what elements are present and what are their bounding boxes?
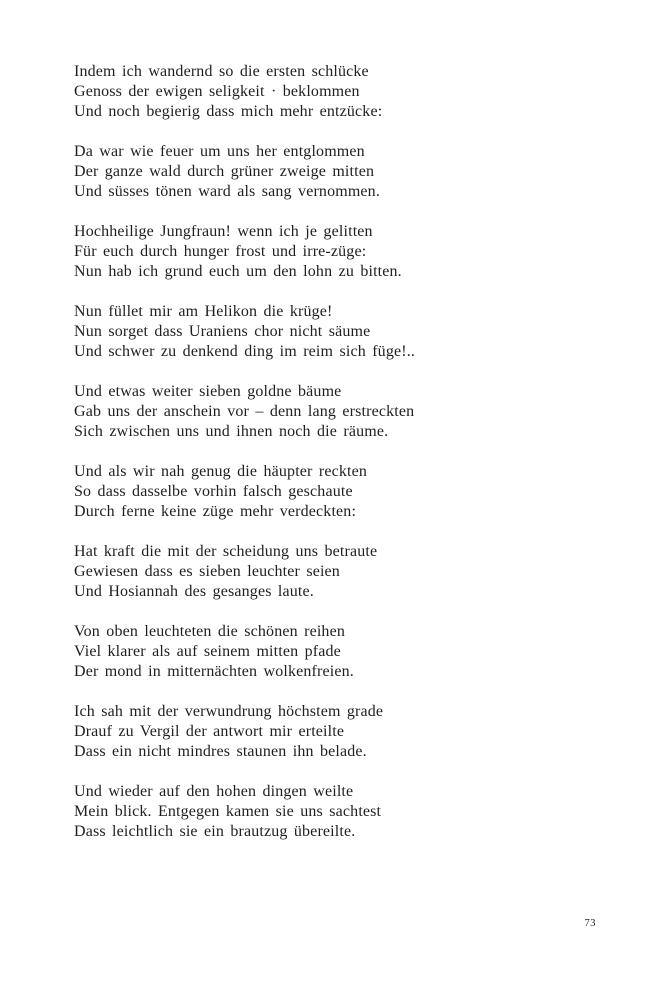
poem-line: Nun füllet mir am Helikon die krüge!	[74, 303, 333, 320]
poem-line: Indem ich wandernd so die ersten schlücke	[74, 63, 369, 80]
stanza	[74, 62, 494, 122]
poem-line: So dass dasselbe vorhin falsch geschaute	[74, 483, 353, 500]
poem-line: Sich zwischen uns und ihnen noch die räume.	[74, 423, 389, 440]
stanza	[74, 702, 494, 762]
poem-line: Ich sah mit der verwundrung höchstem grade	[74, 703, 384, 720]
poem-line: Nun hab ich grund euch um den lohn zu bitten.	[74, 263, 402, 280]
poem-line: Von oben leuchteten die schönen reihen	[74, 623, 345, 640]
poem-line: Hat kraft die mit der scheidung uns betraute	[74, 543, 378, 560]
stanza	[74, 542, 494, 602]
poem-line: Dass ein nicht mindres staunen ihn belade.	[74, 743, 367, 760]
stanza	[74, 462, 494, 522]
stanza	[74, 142, 494, 202]
poem-line: Durch ferne keine züge mehr verdeckten:	[74, 503, 357, 520]
poem-line: Der ganze wald durch grüner zweige mitten	[74, 163, 375, 180]
stanza	[74, 782, 494, 842]
poem-line: Nun sorget dass Uraniens chor nicht säume	[74, 323, 371, 340]
poem-line: Viel klarer als auf seinem mitten pfade	[74, 643, 341, 660]
poem-text-block	[74, 62, 494, 862]
poem-line: Und Hosiannah des gesanges laute.	[74, 583, 314, 600]
poem-line: Mein blick. Entgegen kamen sie uns sachtest	[74, 803, 382, 820]
stanza	[74, 382, 494, 442]
poem-line: Hochheilige Jungfraun! wenn ich je gelitten	[74, 223, 373, 240]
poem-line: Gab uns der anschein vor – denn lang erstreckten	[74, 403, 415, 420]
poem-line: Und noch begierig dass mich mehr entzücke:	[74, 103, 383, 120]
stanza	[74, 302, 494, 362]
poem-line: Für euch durch hunger frost und irre-züge:	[74, 243, 367, 260]
poem-line: Drauf zu Vergil der antwort mir erteilte	[74, 723, 345, 740]
poem-line: Und als wir nah genug die häupter reckten	[74, 463, 368, 480]
poem-line: Und wieder auf den hohen dingen weilte	[74, 783, 354, 800]
poem-line: Genoss der ewigen seligkeit · beklommen	[74, 83, 360, 100]
poem-line: Dass leichtlich sie ein brautzug übereilte.	[74, 823, 356, 840]
poem-line: Und etwas weiter sieben goldne bäume	[74, 383, 342, 400]
stanza	[74, 222, 494, 282]
poem-line: Und süsses tönen ward als sang vernommen.	[74, 183, 380, 200]
stanza	[74, 622, 494, 682]
poem-line: Gewiesen dass es sieben leuchter seien	[74, 563, 340, 580]
poem-line: Da war wie feuer um uns her entglommen	[74, 143, 365, 160]
page-number: 73	[584, 918, 596, 929]
poem-line: Und schwer zu denkend ding im reim sich füge!..	[74, 343, 416, 360]
poem-line: Der mond in mitternächten wolkenfreien.	[74, 663, 354, 680]
